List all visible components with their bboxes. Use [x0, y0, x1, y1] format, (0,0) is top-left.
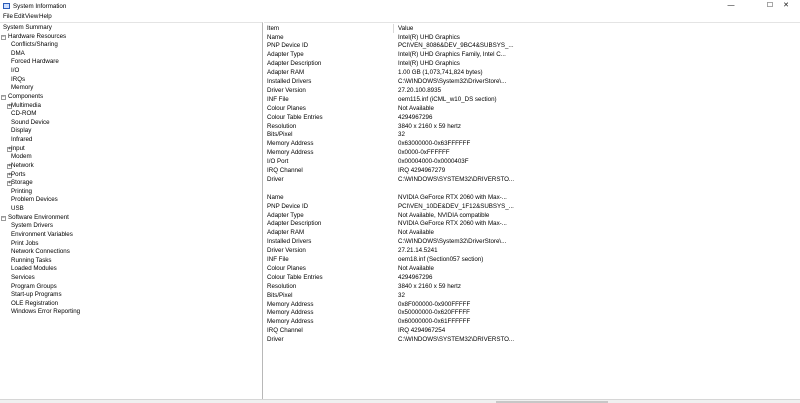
- tree-item-label: Infrared: [11, 136, 33, 144]
- table-row[interactable]: [264, 212, 800, 221]
- item-cell: Resolution: [267, 122, 297, 130]
- item-cell: Name: [267, 33, 284, 41]
- tree-item-label: IRQs: [11, 75, 26, 83]
- menu-help[interactable]: Help: [39, 13, 52, 20]
- tree-item-label: Software Environment: [8, 213, 69, 221]
- tree-item-label: Services: [11, 273, 35, 281]
- value-cell: Not Available, NVIDIA compatible: [398, 211, 490, 219]
- value-cell: 32: [398, 291, 405, 299]
- table-row[interactable]: [264, 292, 800, 301]
- tree-item-label: Display: [11, 127, 32, 135]
- value-cell: Intel(R) UHD Graphics: [398, 33, 460, 41]
- value-cell: 3840 x 2160 x 59 hertz: [398, 122, 461, 130]
- item-cell: PNP Device ID: [267, 42, 309, 50]
- value-cell: 0x00004000-0x0000403F: [398, 158, 469, 166]
- item-cell: Installed Drivers: [267, 238, 312, 246]
- tree-item-label: Forced Hardware: [11, 58, 59, 66]
- tree-item-label: Ports: [11, 170, 26, 178]
- category-tree[interactable]: [0, 22, 263, 399]
- tree-item-label: Environment Variables: [11, 230, 73, 238]
- item-cell: Adapter Description: [267, 220, 322, 228]
- menu-view[interactable]: View: [25, 13, 39, 20]
- table-row[interactable]: [264, 318, 800, 327]
- value-cell: 0x0000-0xFFFFFF: [398, 149, 450, 157]
- window-title: System Information: [13, 3, 67, 10]
- value-cell: IRQ 4294967254: [398, 327, 446, 335]
- tree-item-label: OLE Registration: [11, 299, 59, 307]
- tree-item-label: Network: [11, 161, 34, 169]
- item-cell: Bits/Pixel: [267, 131, 293, 139]
- tree-item-label: Storage: [11, 179, 33, 187]
- tree-item-label: Multimedia: [11, 101, 41, 109]
- tree-item-label: Conflicts/Sharing: [11, 41, 58, 49]
- item-cell: Adapter Type: [267, 51, 304, 59]
- value-cell: 4294967296: [398, 113, 433, 121]
- menu-file[interactable]: File: [3, 13, 13, 20]
- table-row[interactable]: [264, 167, 800, 176]
- item-cell: INF File: [267, 256, 289, 263]
- item-cell: Colour Planes: [267, 264, 306, 272]
- value-cell: C:\WINDOWS\SYSTEM32\DRIVERSTO...: [398, 336, 515, 344]
- value-cell: PCI\VEN_10DE&DEV_1F12&SUBSYS_...: [398, 202, 514, 210]
- item-cell: Driver: [267, 336, 284, 344]
- tree-item-label: Running Tasks: [11, 256, 52, 264]
- value-cell: 32: [398, 131, 405, 139]
- expand-icon[interactable]: +: [8, 162, 11, 169]
- item-cell: Colour Table Entries: [267, 113, 323, 121]
- tree-item-label: Program Groups: [11, 282, 57, 290]
- table-row[interactable]: [264, 60, 800, 69]
- tree-item-label: CD-ROM: [11, 110, 37, 118]
- value-cell: IRQ 4294967279: [398, 167, 446, 174]
- tree-item-label: Modem: [11, 153, 32, 161]
- tree-item-label: DMA: [11, 49, 25, 57]
- item-cell: IRQ Channel: [267, 167, 303, 174]
- maximize-button[interactable]: ☐: [766, 2, 774, 9]
- item-cell: Adapter RAM: [267, 69, 305, 77]
- table-row[interactable]: [264, 105, 800, 114]
- item-cell: IRQ Channel: [267, 327, 303, 335]
- tree-item-label: Windows Error Reporting: [11, 308, 81, 316]
- value-cell: 0x8F000000-0x900FFFFF: [398, 300, 471, 308]
- table-row[interactable]: [264, 78, 800, 87]
- table-row[interactable]: [264, 123, 800, 132]
- value-cell: Not Available: [398, 104, 435, 112]
- value-cell: oem115.inf (iCML_w10_DS section): [398, 95, 497, 103]
- expand-icon[interactable]: +: [8, 171, 11, 178]
- table-row[interactable]: [264, 87, 800, 96]
- tree-item-label: I/O: [11, 67, 20, 75]
- column-header-value[interactable]: Value: [398, 25, 414, 32]
- item-cell: Adapter Description: [267, 60, 322, 68]
- table-row[interactable]: [264, 220, 800, 229]
- item-cell: Memory Address: [267, 149, 314, 157]
- item-cell: Memory Address: [267, 318, 314, 326]
- table-row[interactable]: [264, 309, 800, 318]
- menu-edit[interactable]: Edit: [14, 13, 25, 20]
- tree-item-label: Hardware Resources: [8, 32, 67, 40]
- collapse-icon[interactable]: −: [2, 214, 5, 221]
- tree-item-label: Loaded Modules: [11, 265, 57, 273]
- table-row[interactable]: [264, 158, 800, 167]
- title-bar[interactable]: [0, 0, 800, 12]
- value-cell: Not Available: [398, 229, 435, 237]
- item-cell: Adapter RAM: [267, 229, 305, 237]
- table-row[interactable]: [264, 301, 800, 310]
- menu-bar: [0, 12, 800, 22]
- table-row[interactable]: [264, 140, 800, 149]
- value-cell: oem18.inf (Section057 section): [398, 256, 484, 263]
- system-information-app-icon: [3, 3, 10, 9]
- value-cell: 1.00 GB (1,073,741,824 bytes): [398, 69, 483, 77]
- table-row[interactable]: [264, 274, 800, 283]
- value-cell: NVIDIA GeForce RTX 2060 with Max-...: [398, 220, 507, 228]
- value-cell: C:\WINDOWS\System32\DriverStore\...: [398, 238, 507, 246]
- item-cell: Memory Address: [267, 309, 314, 317]
- table-row[interactable]: [264, 114, 800, 123]
- item-cell: INF File: [267, 95, 289, 103]
- table-row[interactable]: [264, 69, 800, 78]
- item-cell: Colour Planes: [267, 104, 306, 112]
- table-row[interactable]: [264, 51, 800, 60]
- tree-item-label: Sound Device: [11, 118, 50, 126]
- table-row[interactable]: [264, 149, 800, 158]
- table-row[interactable]: [264, 34, 800, 43]
- expand-icon[interactable]: +: [8, 102, 11, 109]
- tree-item-label: System Summary: [3, 24, 52, 31]
- value-cell: Not Available: [398, 264, 435, 272]
- tree-item-label: Input: [11, 144, 25, 152]
- table-row[interactable]: [264, 185, 800, 194]
- tree-item-label: Start-up Programs: [11, 291, 62, 299]
- column-header-item[interactable]: Item: [267, 25, 280, 32]
- item-cell: Driver Version: [267, 86, 306, 94]
- collapse-icon[interactable]: −: [2, 33, 5, 40]
- horizontal-scrollbar[interactable]: [0, 399, 800, 403]
- item-cell: PNP Device ID: [267, 202, 309, 210]
- value-cell: 0x60000000-0x61FFFFFF: [398, 318, 471, 326]
- table-row[interactable]: [264, 229, 800, 238]
- table-row[interactable]: [264, 131, 800, 140]
- item-cell: Resolution: [267, 282, 297, 290]
- item-cell: Adapter Type: [267, 211, 304, 219]
- table-row[interactable]: [264, 247, 800, 256]
- close-button[interactable]: ✕: [783, 2, 789, 9]
- value-cell: C:\WINDOWS\SYSTEM32\DRIVERSTO...: [398, 175, 515, 183]
- value-cell: 27.21.14.5241: [398, 247, 438, 255]
- table-row[interactable]: [264, 283, 800, 292]
- value-cell: Intel(R) UHD Graphics: [398, 60, 460, 68]
- value-cell: Intel(R) UHD Graphics Family, Intel C...: [398, 51, 506, 59]
- tree-item-label: Printing: [11, 187, 32, 195]
- tree-item-label: Print Jobs: [11, 239, 39, 247]
- value-cell: PCI\VEN_8086&DEV_9BC4&SUBSYS_...: [398, 42, 514, 50]
- collapse-icon[interactable]: −: [2, 93, 5, 100]
- tree-item-label: Memory: [11, 84, 34, 92]
- table-row[interactable]: [264, 265, 800, 274]
- table-row[interactable]: [264, 256, 800, 265]
- value-cell: 27.20.100.8935: [398, 86, 442, 94]
- value-cell: C:\WINDOWS\System32\DriverStore\...: [398, 78, 507, 85]
- tree-item-label: Components: [8, 92, 44, 100]
- item-cell: Installed Drivers: [267, 78, 312, 85]
- table-row[interactable]: [264, 336, 800, 345]
- item-cell: I/O Port: [267, 158, 289, 166]
- details-list[interactable]: [264, 22, 800, 399]
- column-divider[interactable]: [393, 24, 394, 33]
- expand-icon[interactable]: +: [8, 180, 11, 187]
- item-cell: Bits/Pixel: [267, 291, 293, 299]
- tree-item-label: Problem Devices: [11, 196, 58, 204]
- minimize-button[interactable]: —: [727, 2, 735, 9]
- tree-item-label: Network Connections: [11, 248, 70, 256]
- value-cell: 0x50000000-0x620FFFFF: [398, 309, 470, 317]
- value-cell: 3840 x 2160 x 59 hertz: [398, 282, 461, 290]
- table-row[interactable]: [264, 203, 800, 212]
- value-cell: 0x63000000-0x63FFFFFF: [398, 140, 471, 148]
- item-cell: Memory Address: [267, 300, 314, 308]
- table-row[interactable]: [264, 327, 800, 336]
- item-cell: Driver: [267, 175, 284, 183]
- value-cell: NVIDIA GeForce RTX 2060 with Max-...: [398, 193, 507, 201]
- tree-item-label: USB: [11, 205, 24, 213]
- tree-item-label: System Drivers: [11, 222, 53, 230]
- table-row[interactable]: [264, 194, 800, 203]
- table-row[interactable]: [264, 238, 800, 247]
- expand-icon[interactable]: +: [8, 145, 11, 152]
- table-row[interactable]: [264, 176, 800, 185]
- value-cell: 4294967296: [398, 273, 433, 281]
- table-row[interactable]: [264, 96, 800, 105]
- table-row[interactable]: [264, 42, 800, 51]
- item-cell: Colour Table Entries: [267, 273, 323, 281]
- item-cell: Name: [267, 193, 284, 201]
- item-cell: Driver Version: [267, 247, 306, 255]
- item-cell: Memory Address: [267, 140, 314, 148]
